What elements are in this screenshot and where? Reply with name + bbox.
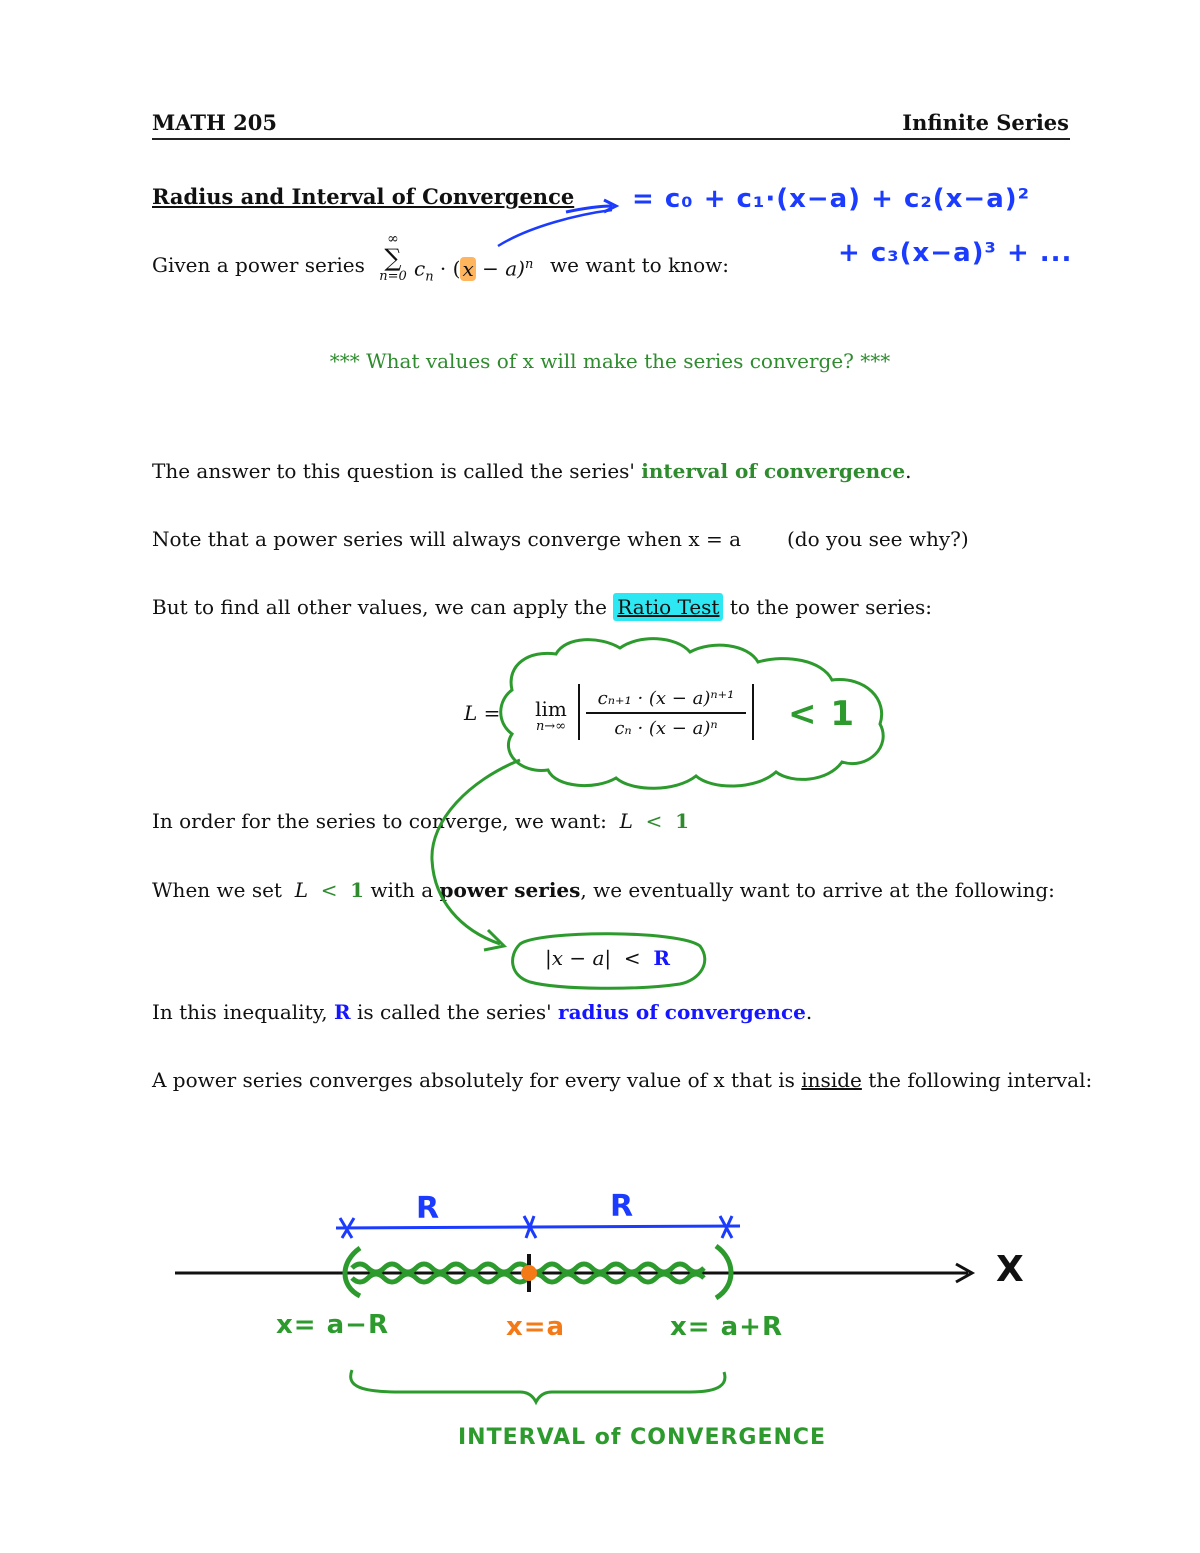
order-prefix: In order for the series to converge, we want: [152, 809, 607, 833]
right-endpoint-label: x= a+R [670, 1312, 783, 1342]
radius-mid: is called the series' [356, 1000, 552, 1024]
ratio-numerator: cₙ₊₁ · (x − a)ⁿ⁺¹ [597, 688, 735, 709]
abs-prefix: A power series converges absolutely for every value of x that is [152, 1068, 795, 1092]
set-lt: < [320, 878, 338, 902]
sigma-icon: ∑ [384, 244, 402, 272]
question-text: *** What values of x will make the series converge? *** [329, 349, 891, 373]
radius-R: R [333, 1000, 351, 1024]
term-exp: n [524, 257, 534, 272]
set-bold-term: power series [439, 878, 581, 902]
intro-suffix: we want to know: [550, 253, 729, 277]
header-course: MATH 205 [152, 110, 278, 135]
green-cloud [501, 639, 883, 789]
order-lt: < [645, 809, 663, 833]
set-L: L [294, 878, 308, 902]
lim-text: lim [535, 697, 567, 721]
answer-suffix: . [905, 459, 912, 483]
set-suffix: , we eventually want to arrive at the following: [580, 878, 1055, 902]
interval-label: INTERVAL of CONVERGENCE [458, 1425, 827, 1450]
radius-measure-line [336, 1226, 740, 1228]
ratio-lhs: L = [464, 701, 501, 725]
header-topic: Infinite Series [902, 110, 1069, 135]
term-c-sub: n [425, 269, 434, 285]
green-curve-arrow [432, 760, 520, 944]
set-prefix: When we set [152, 878, 282, 902]
handwritten-expansion-line2: + c₃(x−a)³ + ... [838, 238, 1073, 268]
ratio-test-link[interactable]: Ratio Test [613, 593, 723, 621]
order-one: 1 [675, 809, 690, 833]
sum-lower-limit: n=0 [379, 269, 407, 284]
set-mid: with a [370, 878, 434, 902]
handwritten-expansion-line1: = c₀ + c₁·(x−a) + c₂(x−a)² [632, 184, 1031, 214]
handwritten-less-than-one: < 1 [788, 694, 855, 734]
ratio-suffix: to the power series: [729, 595, 932, 619]
ratio-denominator: cₙ · (x − a)ⁿ [614, 718, 718, 739]
term-mid: · ( [433, 256, 461, 281]
green-oval [513, 934, 705, 989]
abs-underlined: inside [801, 1068, 862, 1092]
left-R-label: R [416, 1191, 441, 1226]
inequality-lt: < [623, 946, 641, 970]
answer-prefix: The answer to this question is called the series' [152, 459, 642, 483]
right-R-label: R [610, 1189, 635, 1224]
sum-upper-limit: ∞ [387, 231, 399, 247]
ratio-prefix: But to find all other values, we can apply the [152, 595, 607, 619]
note-text: Note that a power series will always converge when x = a [152, 527, 742, 551]
order-L: L [619, 809, 633, 833]
inequality-R: R [653, 946, 670, 970]
radius-suffix: . [805, 1000, 813, 1024]
axis-label-x: X [996, 1249, 1025, 1290]
term-x-highlighted: x [462, 256, 474, 281]
center-dot [521, 1265, 537, 1281]
blue-link-x [498, 210, 612, 246]
radius-of-convergence-term: radius of convergence [558, 1000, 806, 1024]
section-title: Radius and Interval of Convergence [152, 184, 575, 209]
inequality-lhs: |x − a| [545, 946, 612, 970]
term-rest: − a) [475, 256, 525, 281]
abs-suffix: the following interval: [868, 1068, 1093, 1092]
center-label: x=a [506, 1312, 566, 1342]
lim-subscript: n→∞ [535, 719, 567, 734]
radius-prefix: In this inequality, [152, 1000, 328, 1024]
term-c: c [414, 256, 426, 281]
note-aside: (do you see why?) [787, 527, 969, 551]
left-endpoint-label: x= a−R [276, 1310, 389, 1340]
interval-of-convergence-term: interval of convergence [641, 459, 906, 483]
set-one: 1 [350, 878, 365, 902]
interval-brace [351, 1370, 725, 1402]
intro-prefix: Given a power series [152, 253, 365, 277]
